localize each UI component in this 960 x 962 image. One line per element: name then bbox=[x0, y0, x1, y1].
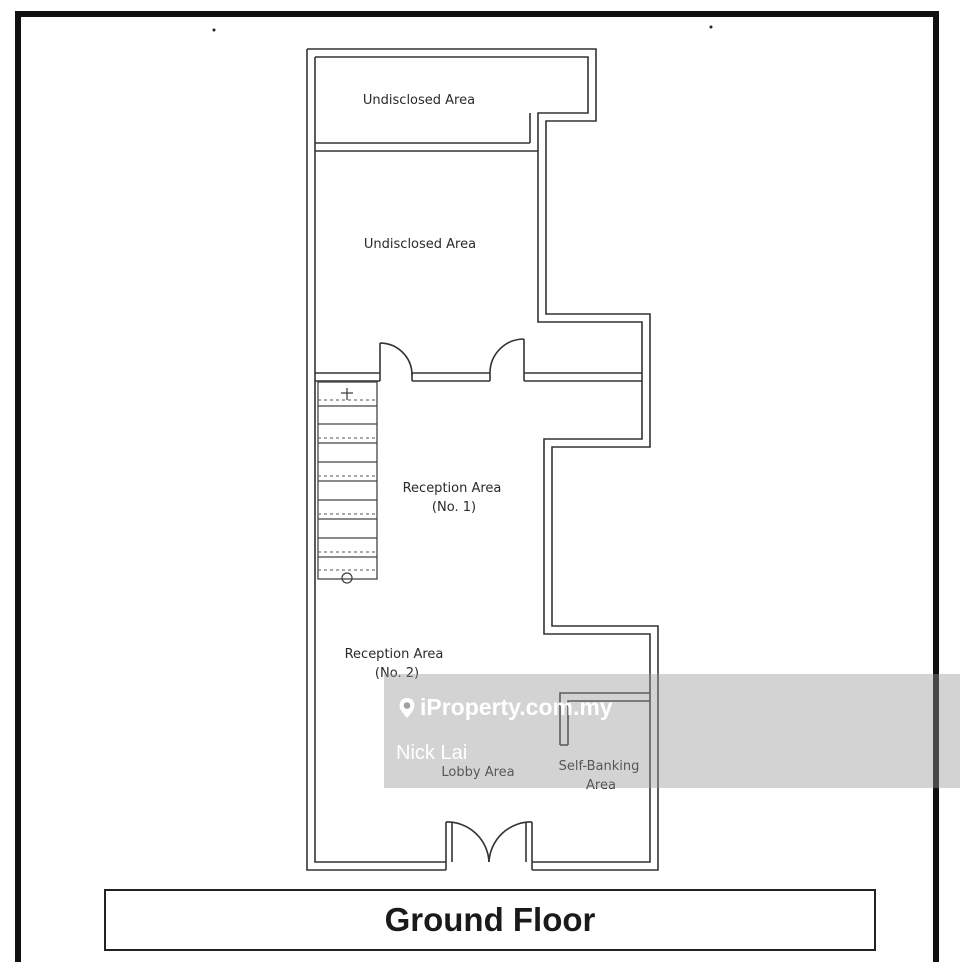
label-self-banking-area-2: Area bbox=[586, 778, 616, 793]
staircase bbox=[318, 382, 377, 583]
label-lobby-area: Lobby Area bbox=[441, 765, 515, 780]
label-reception-area-1: Reception Area bbox=[402, 481, 502, 496]
watermark-logo bbox=[398, 694, 613, 721]
door-main-entrance bbox=[446, 822, 532, 874]
watermark-agent-name: Nick Lai bbox=[396, 742, 468, 764]
wall-corridor bbox=[315, 373, 642, 381]
location-pin-icon bbox=[398, 697, 416, 719]
speck-right bbox=[710, 26, 713, 29]
watermark-overlay bbox=[384, 674, 960, 788]
label-undisclosed-area-top: Undisclosed Area bbox=[362, 93, 476, 108]
floor-title-box bbox=[104, 889, 876, 951]
wall-undisclosed-divider bbox=[315, 113, 538, 151]
label-reception-area-2: Reception Area bbox=[344, 647, 444, 662]
door-upper-right bbox=[490, 339, 524, 381]
label-reception-area-1-number: (No. 1) bbox=[431, 500, 477, 515]
label-undisclosed-area-middle: Undisclosed Area bbox=[363, 237, 477, 252]
label-reception-area-2-number: (No. 2) bbox=[374, 666, 420, 681]
floor-title: Ground Floor bbox=[384, 901, 596, 938]
watermark-logo-text: iProperty.com.my bbox=[420, 694, 613, 720]
door-upper-left bbox=[380, 343, 412, 381]
label-self-banking-area: Self-Banking bbox=[558, 759, 640, 774]
speck-left bbox=[213, 29, 216, 32]
